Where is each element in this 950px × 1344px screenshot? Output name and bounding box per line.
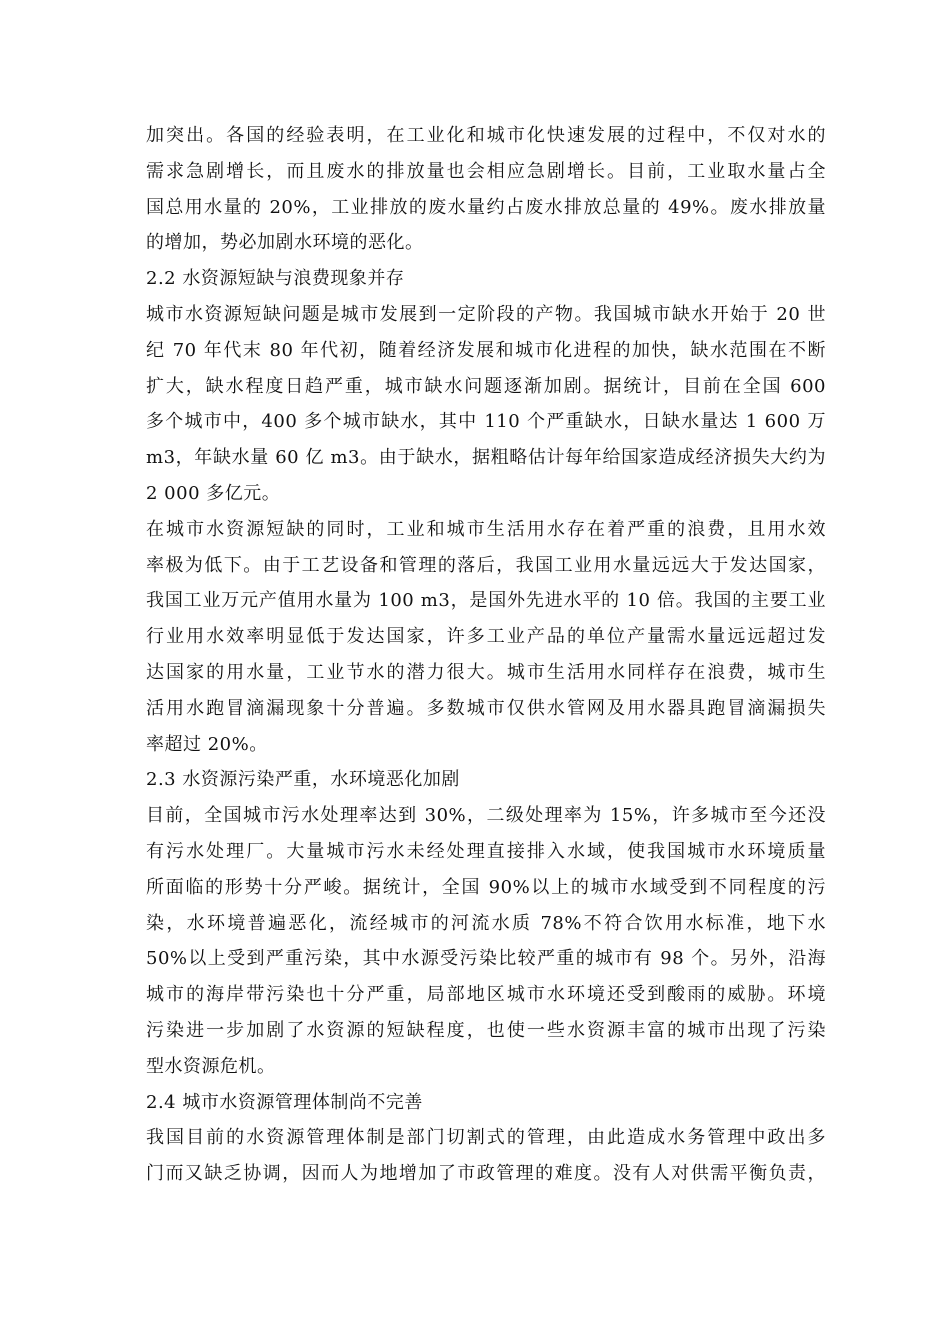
text-line: 城市水资源短缺问题是城市发展到一定阶段的产物。我国城市缺水开始于 20 世 xyxy=(146,303,826,325)
text-line: 的增加，势必加剧水环境的恶化。 xyxy=(146,232,424,254)
text-line: 有污水处理厂。大量城市污水未经处理直接排入水域，使我国城市水环境质量 xyxy=(146,840,826,862)
paragraph xyxy=(146,512,826,763)
text-line: 国总用水量的 20%，工业排放的废水量约占废水排放总量的 49%。废水排放量 xyxy=(146,196,826,218)
text-line: 我国工业万元产值用水量为 100 m3，是国外先进水平的 10 倍。我国的主要工业 xyxy=(146,590,826,612)
text-line: 染，水环境普遍恶化，流经城市的河流水质 78%不符合饮用水标准，地下水 xyxy=(146,912,826,934)
heading-text: 2.3 水资源污染严重，水环境恶化加剧 xyxy=(146,769,460,791)
paragraph xyxy=(146,798,826,1084)
text-line: 多个城市中，400 多个城市缺水，其中 110 个严重缺水，日缺水量达 1 600 万 xyxy=(146,411,826,433)
text-line: 率极为低下。由于工艺设备和管理的落后，我国工业用水量远远大于发达国家， xyxy=(146,554,826,576)
heading-text: 2.4 城市水资源管理体制尚不完善 xyxy=(146,1091,423,1113)
heading-text: 2.2 水资源短缺与浪费现象并存 xyxy=(146,268,405,290)
document-page xyxy=(146,118,826,1192)
text-line: 加突出。各国的经验表明，在工业化和城市化快速发展的过程中，不仅对水的 xyxy=(146,125,826,146)
section-heading xyxy=(146,1085,826,1121)
text-line: 污染进一步加剧了水资源的短缺程度，也使一些水资源丰富的城市出现了污染 xyxy=(146,1019,826,1041)
text-line: 需求急剧增长，而且废水的排放量也会相应急剧增长。目前，工业取水量占全 xyxy=(146,160,826,182)
paragraph xyxy=(146,118,826,261)
text-line: 扩大，缺水程度日趋严重，城市缺水问题逐渐加剧。据统计，目前在全国 600 xyxy=(146,375,826,397)
text-line: 活用水跑冒滴漏现象十分普遍。多数城市仅供水管网及用水器具跑冒滴漏损失 xyxy=(146,697,826,719)
text-line: 行业用水效率明显低于发达国家，许多工业产品的单位产量需水量远远超过发 xyxy=(146,626,826,648)
text-line: 型水资源危机。 xyxy=(146,1055,276,1077)
text-line: 我国目前的水资源管理体制是部门切割式的管理，由此造成水务管理中政出多 xyxy=(146,1127,826,1149)
text-line: 门而又缺乏协调，因而人为地增加了市政管理的难度。没有人对供需平衡负责， xyxy=(146,1163,826,1185)
text-line: 所面临的形势十分严峻。据统计，全国 90%以上的城市水域受到不同程度的污 xyxy=(146,876,826,898)
text-line: 纪 70 年代末 80 年代初，随着经济发展和城市化进程的加快，缺水范围在不断 xyxy=(146,339,826,361)
text-line: 率超过 20%。 xyxy=(146,733,268,755)
text-line: 达国家的用水量，工业节水的潜力很大。城市生活用水同样存在浪费，城市生 xyxy=(146,661,826,683)
text-line: 城市的海岸带污染也十分严重，局部地区城市水环境还受到酸雨的威胁。环境 xyxy=(146,984,826,1006)
text-line: 目前，全国城市污水处理率达到 30%，二级处理率为 15%，许多城市至今还没 xyxy=(146,805,826,827)
text-line: 在城市水资源短缺的同时，工业和城市生活用水存在着严重的浪费，且用水效 xyxy=(146,518,826,540)
section-heading xyxy=(146,762,826,798)
paragraph xyxy=(146,297,826,512)
text-line: 2 000 多亿元。 xyxy=(146,482,281,504)
paragraph xyxy=(146,1120,826,1192)
section-heading xyxy=(146,261,826,297)
text-line: 50%以上受到严重污染，其中水源受污染比较严重的城市有 98 个。另外，沿海 xyxy=(146,948,826,970)
text-line: m3，年缺水量 60 亿 m3。由于缺水，据粗略估计每年给国家造成经济损失大约为 xyxy=(146,447,826,469)
